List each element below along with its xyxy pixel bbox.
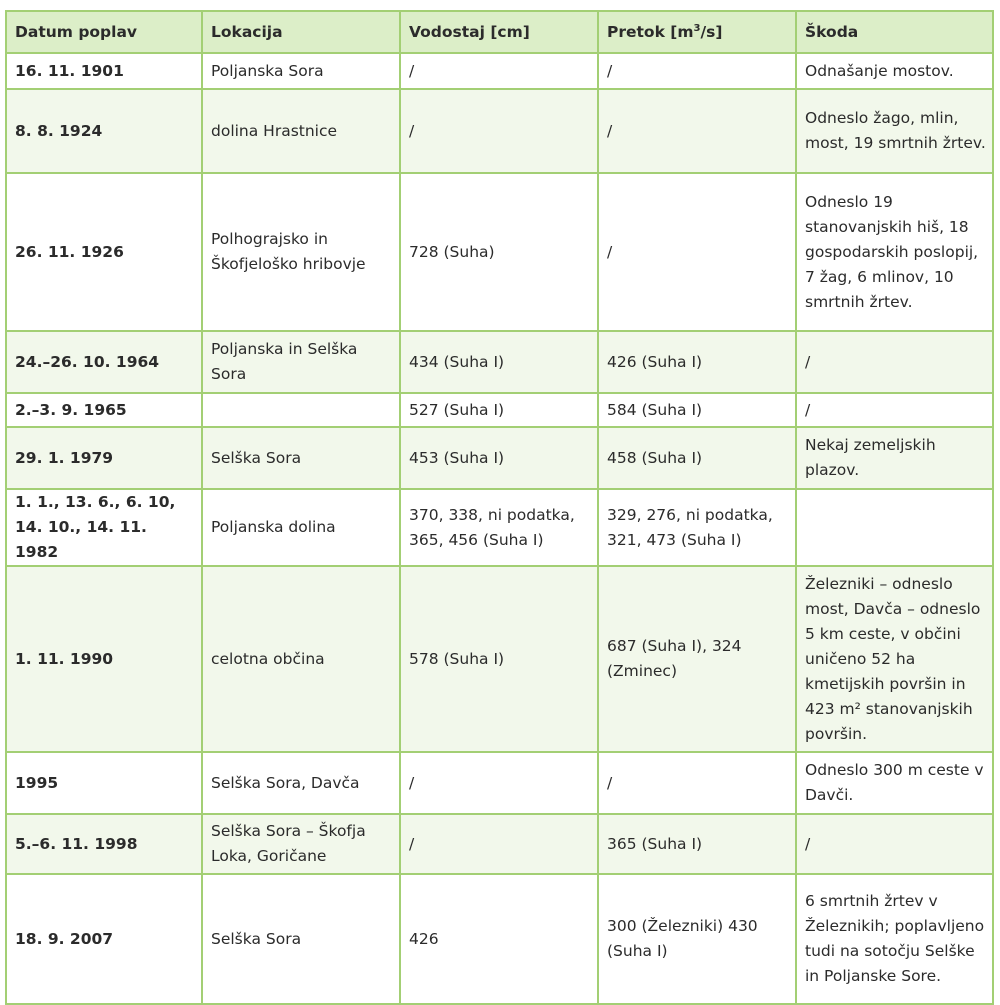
column-header-water-level: Vodostaj [cm]	[400, 11, 598, 53]
cell-flow: /	[598, 53, 796, 89]
table-row	[6, 393, 993, 427]
cell-damage: Železniki – odneslo most, Davča – odneslo 5 km ceste, v občini uničeno 52 ha kmetijskih površin in 423 m² stanovanjskih površin.	[796, 566, 993, 752]
cell-flow: /	[598, 89, 796, 173]
cell-flow: 300 (Železniki) 430 (Suha I)	[598, 874, 796, 1004]
table-row	[6, 874, 993, 1004]
cell-location: Selška Sora, Davča	[202, 752, 400, 814]
cell-damage: /	[796, 814, 993, 874]
cell-damage: 6 smrtnih žrtev v Železnikih; poplavljeno tudi na sotočju Selške in Poljanske Sore.	[796, 874, 993, 1004]
table-row	[6, 427, 993, 489]
cell-location	[202, 393, 400, 427]
cell-water-level: 728 (Suha)	[400, 173, 598, 331]
cell-water-level: 578 (Suha I)	[400, 566, 598, 752]
cell-damage: Odneslo žago, mlin, most, 19 smrtnih žrtev.	[796, 89, 993, 173]
cell-location: Selška Sora	[202, 874, 400, 1004]
cell-location: Poljanska Sora	[202, 53, 400, 89]
cell-location: celotna občina	[202, 566, 400, 752]
cell-date: 26. 11. 1926	[6, 173, 202, 331]
cell-date: 2.–3. 9. 1965	[6, 393, 202, 427]
cell-water-level: /	[400, 814, 598, 874]
cell-flow: 426 (Suha I)	[598, 331, 796, 393]
cell-damage: /	[796, 331, 993, 393]
cell-water-level: /	[400, 89, 598, 173]
flood-history-table	[5, 10, 994, 1005]
cell-location: Selška Sora	[202, 427, 400, 489]
cell-location: Polhograjsko in Škofjeloško hribovje	[202, 173, 400, 331]
cell-damage: /	[796, 393, 993, 427]
cell-date: 18. 9. 2007	[6, 874, 202, 1004]
table-row	[6, 331, 993, 393]
column-header-location: Lokacija	[202, 11, 400, 53]
column-header-flow	[598, 11, 796, 53]
cell-flow: 458 (Suha I)	[598, 427, 796, 489]
table-row	[6, 566, 993, 752]
cell-location: Poljanska in Selška Sora	[202, 331, 400, 393]
cell-date: 5.–6. 11. 1998	[6, 814, 202, 874]
table-row	[6, 752, 993, 814]
table-row	[6, 173, 993, 331]
cell-date: 1. 11. 1990	[6, 566, 202, 752]
cell-date: 24.–26. 10. 1964	[6, 331, 202, 393]
cell-flow: 365 (Suha I)	[598, 814, 796, 874]
cell-damage: Odneslo 300 m ceste v Davči.	[796, 752, 993, 814]
cell-date: 29. 1. 1979	[6, 427, 202, 489]
table-row	[6, 89, 993, 173]
cell-location: Selška Sora – Škofja Loka, Goričane	[202, 814, 400, 874]
cell-date: 1995	[6, 752, 202, 814]
flow-header-suffix: /s]	[700, 22, 723, 41]
flow-header-superscript: 3	[693, 22, 701, 34]
table-row	[6, 489, 993, 566]
cell-flow: 584 (Suha I)	[598, 393, 796, 427]
cell-flow: /	[598, 173, 796, 331]
cell-water-level: /	[400, 53, 598, 89]
cell-damage: Odnašanje mostov.	[796, 53, 993, 89]
column-header-damage: Škoda	[796, 11, 993, 53]
cell-water-level: 527 (Suha I)	[400, 393, 598, 427]
cell-water-level: /	[400, 752, 598, 814]
cell-flow: /	[598, 752, 796, 814]
cell-water-level: 426	[400, 874, 598, 1004]
cell-location: dolina Hrastnice	[202, 89, 400, 173]
cell-water-level: 434 (Suha I)	[400, 331, 598, 393]
cell-water-level: 370, 338, ni podatka, 365, 456 (Suha I)	[400, 489, 598, 566]
flow-header-prefix: Pretok [m	[607, 22, 694, 41]
cell-date: 1. 1., 13. 6., 6. 10, 14. 10., 14. 11. 1982	[6, 489, 202, 566]
cell-location: Poljanska dolina	[202, 489, 400, 566]
column-header-date: Datum poplav	[6, 11, 202, 53]
cell-date: 16. 11. 1901	[6, 53, 202, 89]
table-header-row	[6, 11, 993, 53]
table-row	[6, 53, 993, 89]
cell-damage: Odneslo 19 stanovanjskih hiš, 18 gospodarskih poslopij, 7 žag, 6 mlinov, 10 smrtnih žrtev.	[796, 173, 993, 331]
cell-flow: 687 (Suha I), 324 (Zminec)	[598, 566, 796, 752]
cell-water-level: 453 (Suha I)	[400, 427, 598, 489]
cell-date: 8. 8. 1924	[6, 89, 202, 173]
cell-damage: Nekaj zemeljskih plazov.	[796, 427, 993, 489]
table-row	[6, 814, 993, 874]
cell-flow: 329, 276, ni podatka, 321, 473 (Suha I)	[598, 489, 796, 566]
cell-damage	[796, 489, 993, 566]
